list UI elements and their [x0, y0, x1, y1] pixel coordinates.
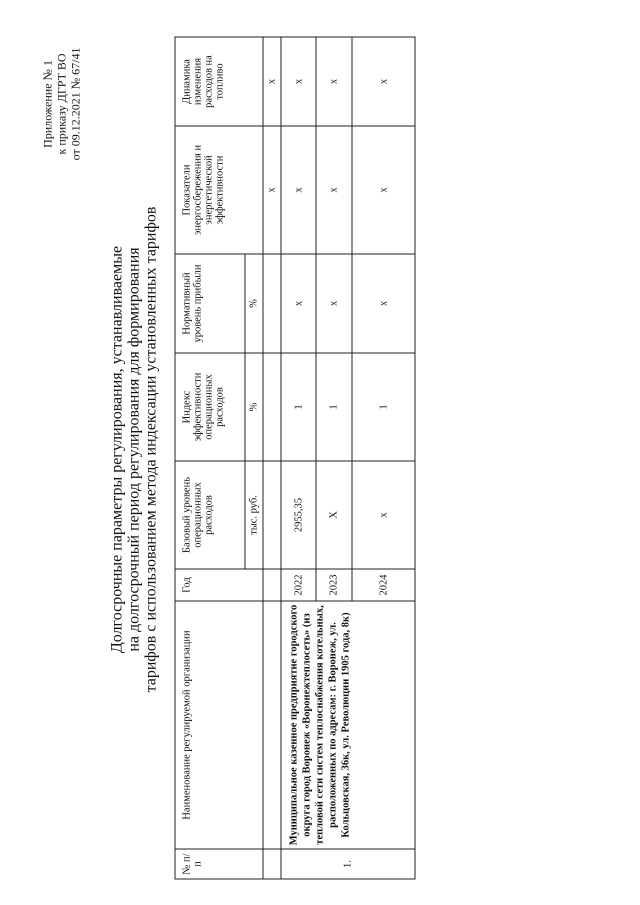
blank-cell: [263, 254, 281, 353]
year-cell: 2022: [281, 569, 316, 601]
index-cell: 1: [281, 353, 316, 461]
blank-cell: [263, 461, 281, 569]
index-cell: 1: [352, 353, 415, 461]
blank-cell: [263, 601, 281, 849]
energy-cell: x: [316, 126, 352, 254]
fuel-cell: x: [281, 37, 316, 126]
unit-index: %: [245, 353, 263, 461]
row-number: 1.: [281, 849, 415, 879]
blank-cell: [263, 849, 281, 879]
rotated-page: [1, 0, 640, 905]
table-header-row: [175, 37, 245, 879]
parameters-table: [175, 37, 416, 880]
header-num: № п/п: [175, 849, 263, 879]
energy-cell: x: [263, 126, 281, 254]
header-org: Наименование регулируемой организации: [175, 601, 263, 849]
table-row: [263, 37, 281, 879]
title-line: Долгосрочные параметры регулирования, устанавливаемые: [108, 245, 126, 654]
year-cell: 2023: [316, 569, 352, 601]
energy-cell: x: [281, 126, 316, 254]
base-cell: X: [316, 461, 352, 569]
index-cell: 1: [316, 353, 352, 461]
fuel-cell: x: [263, 37, 281, 126]
unit-base: тыс. руб.: [245, 461, 263, 569]
blank-cell: [263, 353, 281, 461]
fuel-cell: x: [316, 37, 352, 126]
org-name-cell: [281, 601, 415, 849]
appendix-line: к приказу ДГРТ ВО: [54, 53, 69, 155]
header-fuel: Динамика изменения расходов на топливо: [175, 37, 263, 126]
document-title: [109, 120, 160, 780]
appendix-line: от 09.12.2021 № 67/41: [68, 47, 83, 161]
table-row: [281, 37, 316, 879]
header-year: Год: [175, 569, 263, 601]
year-cell: 2024: [352, 569, 415, 601]
header-profit: Нормативный уровень прибыли: [175, 254, 245, 353]
profit-cell: x: [316, 254, 352, 353]
header-energy: Показатели энергосбережения и энергетической эффективности: [175, 126, 263, 254]
blank-cell: [263, 569, 281, 601]
profit-cell: x: [281, 254, 316, 353]
fuel-cell: x: [352, 37, 415, 126]
base-cell: x: [352, 461, 415, 569]
title-line: тарифов с использованием метода индексации установленных тарифов: [142, 206, 160, 693]
unit-profit: %: [245, 254, 263, 353]
header-index: Индекс эффективности операционных расходов: [175, 353, 245, 461]
org-name: Муниципальное казенное предприятие городского округа город Воронеж «Воронежтеплосеть» (из тепловой сети систем теплоснабжения котельных, расположенных по адресам: г. Воронеж, ул. Кольцовская, 36к, ул. Революции 1905 года, 8к): [288, 604, 352, 846]
header-base: Базовый уровень операционных расходов: [175, 461, 245, 569]
title-line: на долгосрочный период регулирования для формирования: [125, 247, 143, 652]
profit-cell: x: [352, 254, 415, 353]
energy-cell: x: [352, 126, 415, 254]
appendix-line: Приложение № 1: [40, 60, 55, 148]
appendix-block: [41, 48, 83, 161]
base-cell: 2955,35: [281, 461, 316, 569]
